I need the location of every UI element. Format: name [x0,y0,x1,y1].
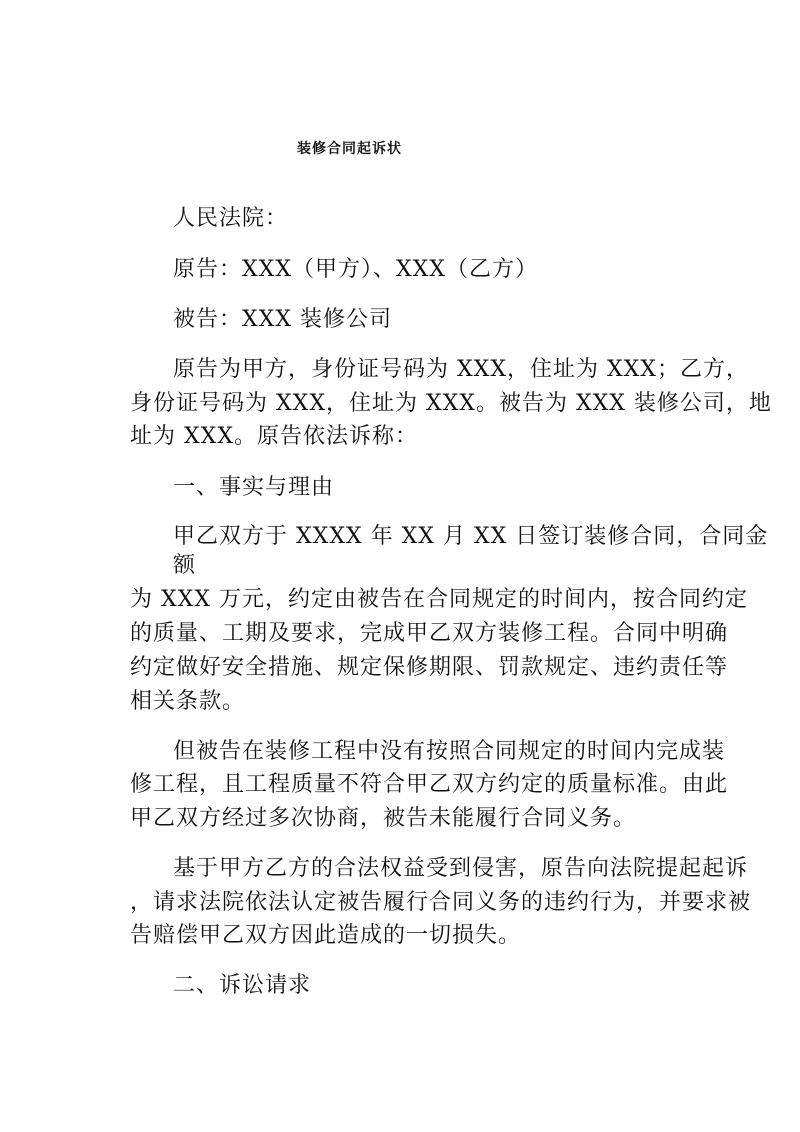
facts-paragraph-line: 为 XXX 万元，约定由被告在合同规定的时间内，按合同约定 [130,587,748,612]
facts-paragraph-line: 相关条款。 [130,689,246,714]
claim-paragraph-line: ，请求法院依法认定被告履行合同义务的违约行为，并要求被 [130,890,752,915]
breach-paragraph-line: 但被告在装修工程中没有按照合同规定的时间内完成装 [173,739,726,764]
document-title: 装修合同起诉状 [297,141,402,157]
breach-paragraph-line: 甲乙双方经过多次协商，被告未能履行合同义务。 [130,806,637,831]
claim-paragraph-line: 基于甲方乙方的合法权益受到侵害，原告向法院提起起诉 [173,856,749,881]
parties-paragraph-line: 身份证号码为 XXX，住址为 XXX。被告为 XXX 装修公司，地 [130,391,772,416]
parties-paragraph-line: 址为 XXX。原告依法诉称： [130,424,418,449]
facts-paragraph-line: 约定做好安全措施、规定保修期限、罚款规定、违约责任等 [130,655,729,680]
section-heading-facts: 一、事实与理由 [173,475,335,500]
breach-paragraph-line: 修工程，且工程质量不符合甲乙双方约定的质量标准。由此 [130,772,729,797]
defendant-line: 被告：XXX 装修公司 [173,307,392,332]
parties-paragraph-line: 原告为甲方，身份证号码为 XXX，住址为 XXX；乙方， [173,357,749,382]
section-heading-requests: 二、诉讼请求 [173,973,312,998]
court-addressee: 人民法院： [173,206,289,231]
plaintiff-line: 原告：XXX（甲方）、XXX（乙方） [173,257,538,282]
facts-paragraph-line: 甲乙双方于 XXXX 年 XX 月 XX 日签订装修合同，合同金 [173,524,769,549]
facts-paragraph-line: 的质量、工期及要求，完成甲乙双方装修工程。合同中明确 [130,621,729,646]
claim-paragraph-line: 告赔偿甲乙双方因此造成的一切损失。 [130,923,522,948]
facts-paragraph-line: 额 [173,553,197,578]
